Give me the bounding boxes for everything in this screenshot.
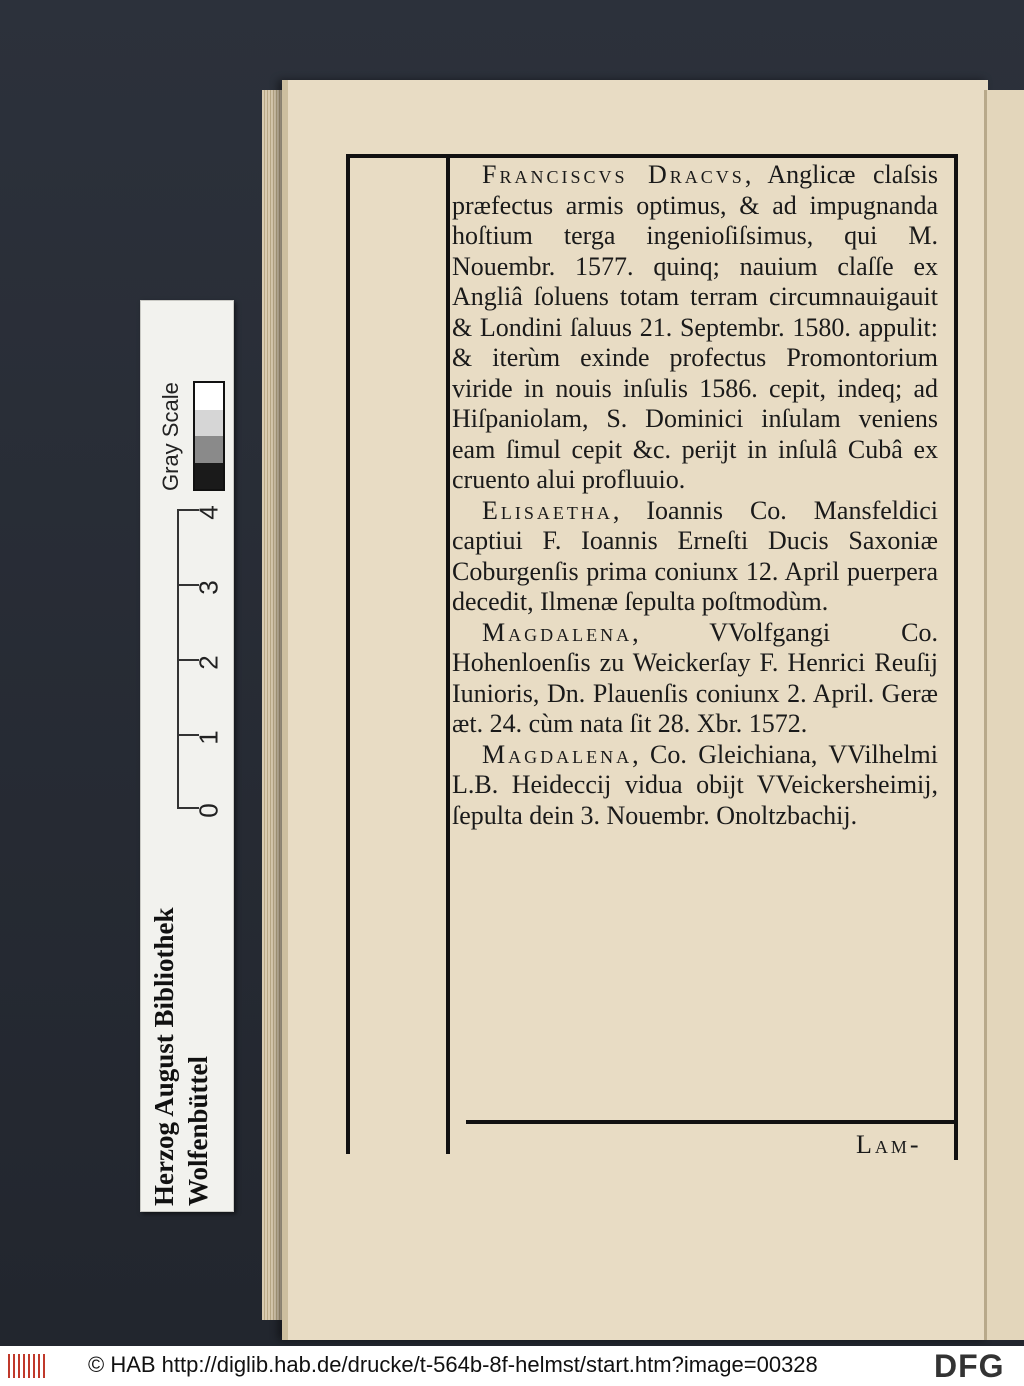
swatch-white <box>195 383 223 410</box>
scale-mark: 1 <box>193 730 224 745</box>
gray-scale-swatch <box>193 381 225 491</box>
entry-text: , Anglicæ claſsis præfectus armis optimus, & ad impugnanda hoſtium terga ingenioſiſsimus, qui M. Nouembr. 1577. quinq; nauium claſſe ex Angliâ ſoluens totam terram circumnauigauit & Londini ſaluus 21. Septembr. 1580. appulit: & iterùm exinde profectus Promontorium viride in nouis inſulis 1586. cepit, indeq; ad Hiſpaniolam, S. Dominici inſulam veniens eam ſimul cepit &c. perijt in inſulâ Cubâ ex cruento alui profluuio. <box>452 160 938 494</box>
entry-text: , Ioannis Co. Mansfeldici captiui F. Ioannis Erneſti Ducis Saxoniæ Coburgenſis prima coniunx 12. April puerpera decedit, Ilmenæ ſepulta poſtmodùm. <box>452 495 938 616</box>
facing-page-edge <box>984 90 1024 1340</box>
frame-rule-top <box>346 154 958 158</box>
library-name <box>147 806 215 1206</box>
scale-mark: 0 <box>193 803 224 818</box>
entry-paragraph <box>452 740 938 832</box>
frame-rule-bottom <box>466 1120 958 1124</box>
footer-bar <box>0 1346 1024 1386</box>
entry-paragraph <box>452 160 938 496</box>
gray-scale-label: Gray Scale <box>158 382 183 491</box>
page-edges <box>262 90 284 1320</box>
scale-mark: 2 <box>193 655 224 670</box>
frame-rule-right <box>954 154 958 1160</box>
copyright-link[interactable]: © HAB http://diglib.hab.de/drucke/t-564b-8f-helmst/start.htm?image=00328 <box>88 1352 818 1377</box>
scale-mark: 4 <box>193 505 224 520</box>
entry-name: Magdalena <box>482 739 633 769</box>
swatch-black <box>195 463 223 490</box>
library-name-line1: Herzog August Bibliothek <box>149 907 179 1206</box>
scale-ruler <box>140 300 234 1212</box>
entry-name: Elisaetha <box>482 495 613 525</box>
entry-text: , Co. Gleichiana, VVilhelmi L.B. Heideccij vidua obijt VVeickersheimij, ſepulta dein 3. Nouembr. Onoltzbachij. <box>452 739 938 830</box>
scale-mark: 3 <box>193 580 224 595</box>
dfg-logo: DFG <box>934 1348 1005 1384</box>
text-column <box>452 160 938 831</box>
entry-paragraph <box>452 496 938 618</box>
entry-name: Franciscvs Dracvs <box>482 160 745 189</box>
library-name-line2: Wolfenbüttel <box>183 1055 213 1206</box>
entry-paragraph <box>452 618 938 740</box>
frame-rule-left <box>346 154 350 1154</box>
frame-rule-margin <box>446 154 450 1154</box>
swatch-dark-gray <box>195 436 223 463</box>
entry-name: Magdalena <box>482 617 633 647</box>
swatch-light-gray <box>195 410 223 437</box>
entry-text: , VVolfgangi Co. Hohenloenſis zu Weickerſay F. Henrici Reuſij Iunioris, Dn. Plauenſis coniunx 2. April. Geræ æt. 24. cùm nata ſit 28. Xbr. 1572. <box>452 617 938 738</box>
catchword: Lam- <box>856 1130 922 1159</box>
hab-logo-icon <box>8 1354 48 1378</box>
